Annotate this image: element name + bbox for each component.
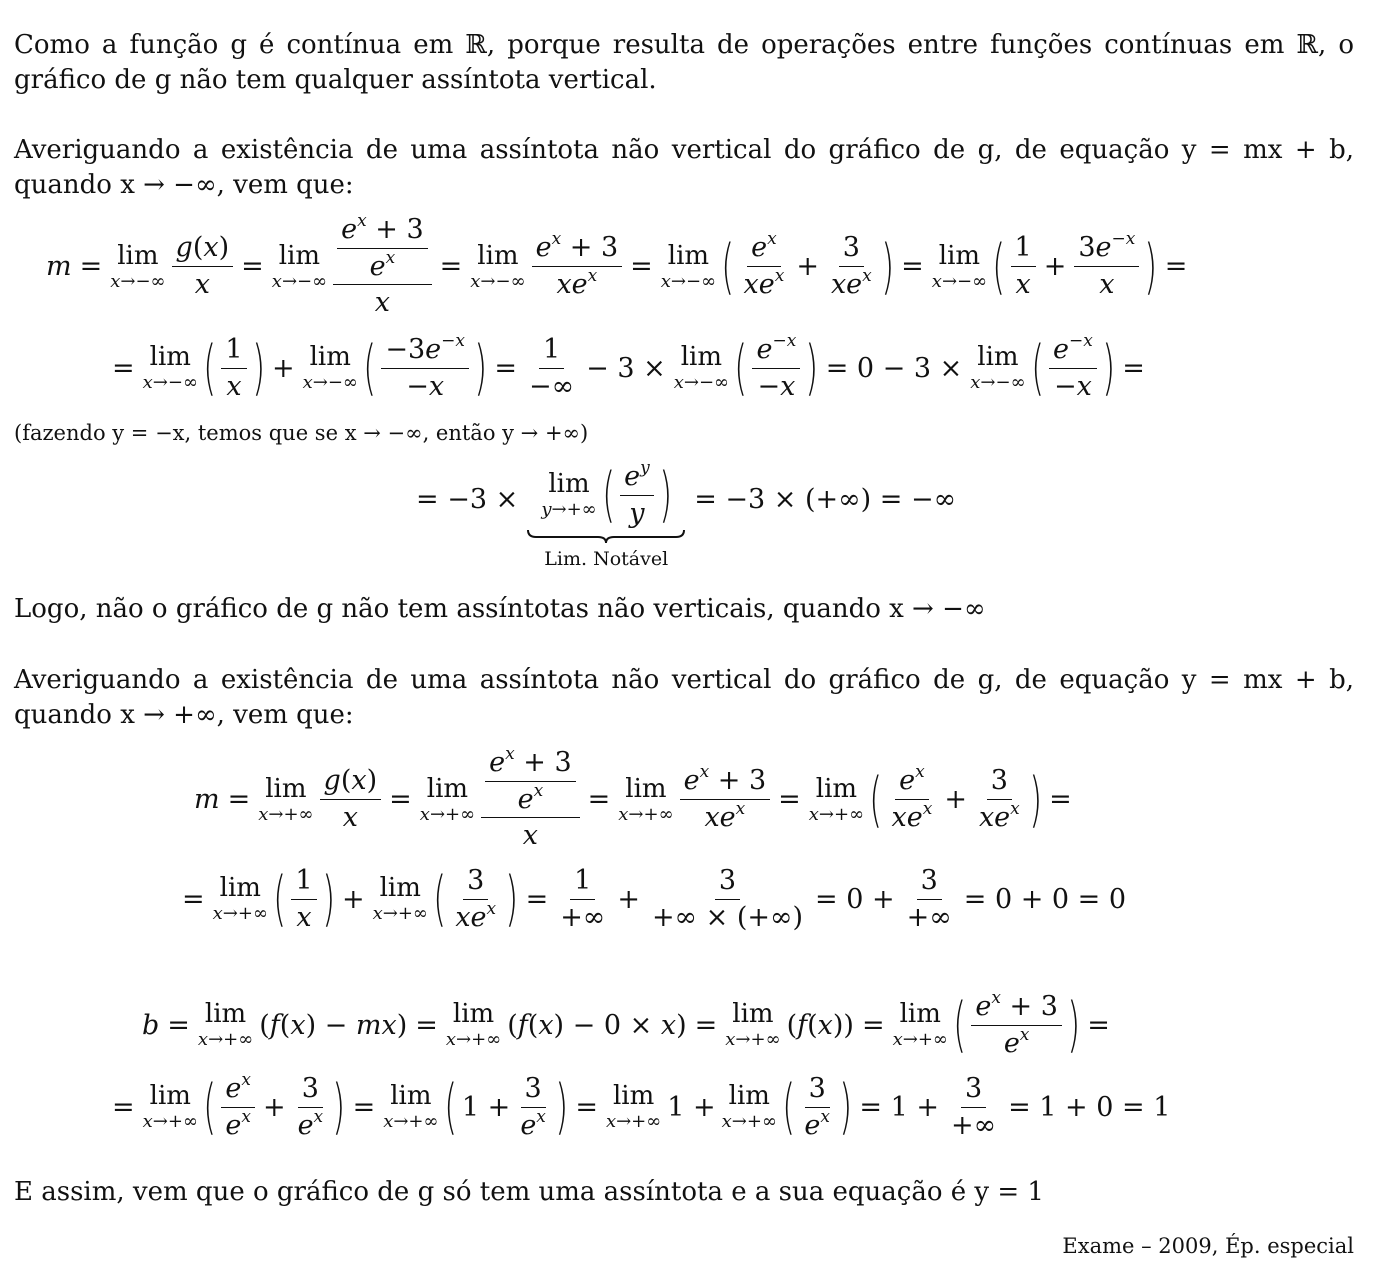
limit-operator: lim x→−∞ [110, 240, 166, 292]
underbrace [526, 528, 686, 544]
equation-b-line2: = lim x→+∞ ( $\frac{e^x}{e^x}$ + $\frac{3}{e^x}$ ) = lim x→+∞ ( 1 + $\frac{3}{e^x}$ ) = lim x→+∞ 1 + lim x→+∞ ( $\frac{3}{e^x}$ ) = 1 + $\frac{3}{+\infty}$ = 1 + 0 = 1 [112, 1070, 1171, 1143]
notable-limit-label: Lim. Notável [544, 548, 669, 571]
paragraph-conclusion-minus-inf: Logo, não o gráfico de g não tem assíntotas não verticais, quando x → −∞ [14, 594, 986, 624]
paragraph-continuity: Como a função g é contínua em ℝ, porque resulta de operações entre funções contínuas em ℝ, o gráfico de g não tem qualquer assíntota vertical. [14, 30, 1354, 95]
equation-m-minus-inf-line3: = −3 × lim y→+∞ ( $\frac{e^y}{y}$ ) Lim. Notável = −3 × (+∞) = −∞ [416, 458, 957, 571]
source-credit: Exame – 2009, Ép. especial [1062, 1234, 1354, 1258]
equation-m-minus-inf-line2: = lim x→−∞ ( $\frac{1}{x}$ ) + lim x→−∞ ( $\frac{-3e^{-x}}{-x}$ ) = $\frac{1}{-\infty}$ − 3 × lim x→−∞ ( $\frac{e^{-x}}{-x}$ ) = 0 − 3 × lim x→−∞ ( $\frac{e^{-x}}{-x}$ ) = [112, 331, 1145, 404]
notable-limit-group: lim y→+∞ ( $\frac{e^y}{y}$ ) Lim. Notável [526, 462, 686, 570]
equation-m-plus-inf-line1: m = lim x→+∞ $\frac{g(x)}{x}$ = lim x→+∞ $\frac{\frac{e^x + 3}{e^x}}{x}$ = lim x→+∞ $\frac{e^x + 3}{xe^x}$ = lim x→+∞ ( $\frac{e^x}{xe^x}$ + $\frac{3}{xe^x}$ ) = [194, 744, 1072, 852]
substitution-note: (fazendo y = −x, temos que se x → −∞, então y → +∞) [14, 421, 589, 445]
paragraph-final-conclusion: E assim, vem que o gráfico de g só tem uma assíntota e a sua equação é y = 1 [14, 1177, 1044, 1207]
equation-m-plus-inf-line2: = lim x→+∞ ( $\frac{1}{x}$ ) + lim x→+∞ ( $\frac{3}{xe^x}$ ) = $\frac{1}{+\infty}$ + $\frac{3}{+\infty \times (+\infty)}$ = 0 + $\frac{3}{+\infty}$ = 0 + 0 = 0 [182, 864, 1127, 935]
paragraph-minus-infinity-intro: Averiguando a existência de uma assíntota não vertical do gráfico de g, de equação y = mx + b, quando x → −∞, vem que: [14, 135, 1354, 200]
equation-m-minus-inf-line1: m = lim x→−∞ $\frac{g(x)}{x}$ = lim x→−∞ $\frac{\frac{e^x + 3}{e^x}}{x}$ = lim x→−∞ $\frac{e^x + 3}{xe^x}$ = lim x→−∞ ( $\frac{e^x}{xe^x}$ + $\frac{3}{xe^x}$ ) = lim x→−∞ ( $\frac{1}{x}$ + $\frac{3e^{-x}}{x}$ ) = [46, 211, 1188, 319]
equation-b-line1: b = lim x→+∞ (f(x) − mx) = lim x→+∞ (f(x) − 0 × x) = lim x→+∞ (f(x)) = lim x→+∞ ( $\frac{e^x + 3}{e^x}$ ) = [142, 988, 1110, 1061]
paragraph-plus-infinity-intro: Averiguando a existência de uma assíntota não vertical do gráfico de g, de equação y = mx + b, quando x → +∞, vem que: [14, 665, 1354, 730]
